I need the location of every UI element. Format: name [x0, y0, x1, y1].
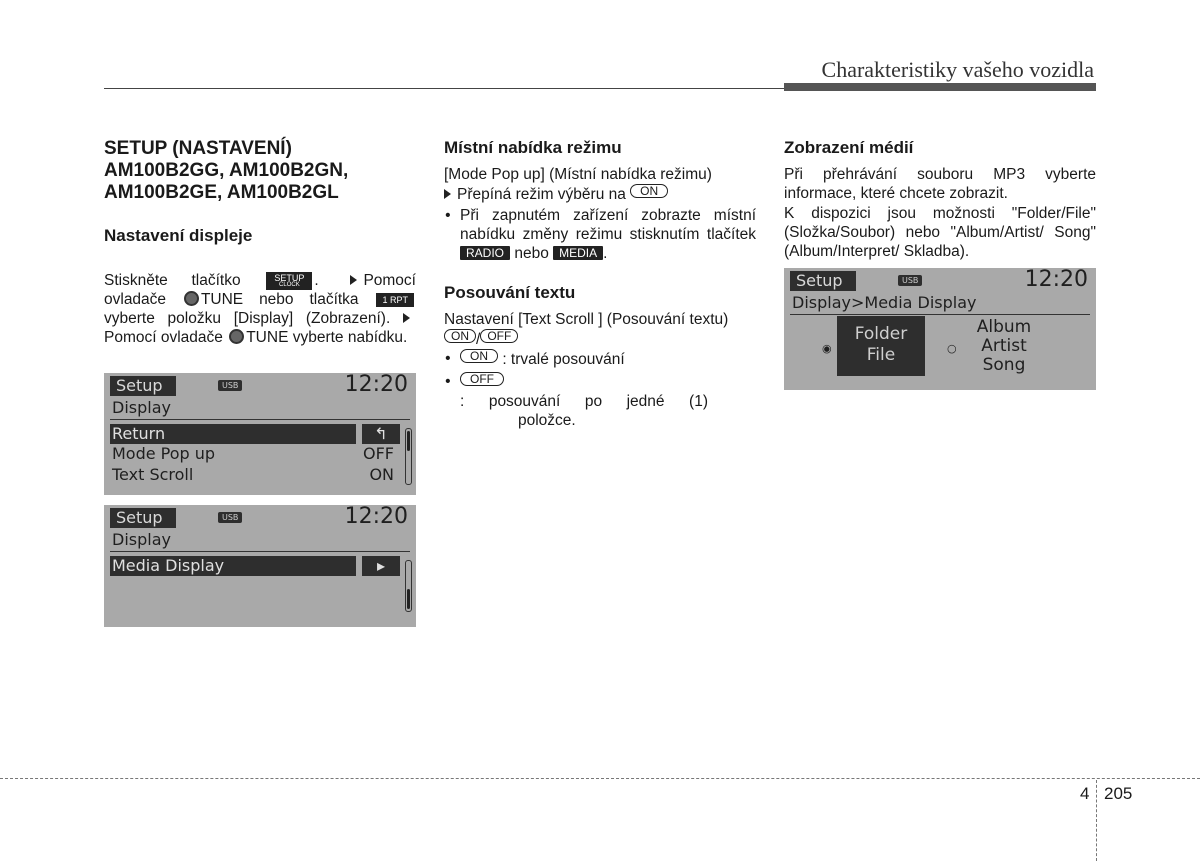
divider — [110, 419, 410, 420]
footer-vertical-rule — [1096, 780, 1097, 861]
screen-clock: 12:20 — [344, 505, 408, 529]
on-key-icon: ON — [460, 349, 498, 363]
menu-value-text-scroll: ON — [369, 465, 394, 484]
screen-tab: Setup — [110, 376, 176, 396]
setup-key-icon: SETUP CLOCK — [266, 272, 312, 290]
screen-subtitle: Display — [112, 530, 171, 549]
screen-tab: Setup — [110, 508, 176, 528]
lcd-screen-display — [104, 373, 416, 495]
text-media-display-2: K dispozici jsou možnosti "Folder/File" (Složka/Soubor) nebo "Album/Artist/ Song" (Album/Interpret/ Skladba). — [784, 205, 1096, 260]
tune-knob-icon — [184, 291, 199, 306]
bullet-on: • ON : trvalé posouvání — [445, 349, 625, 368]
heading-media-display: Zobrazení médií — [784, 138, 914, 157]
usb-badge: USB — [218, 380, 242, 391]
text-scroll-keys: ON / OFF — [444, 329, 756, 349]
lcd-screen-media-display — [784, 268, 1096, 390]
screen-tab: Setup — [790, 271, 856, 291]
screen-subtitle: Display — [112, 398, 171, 417]
screen-subtitle: Display>Media Display — [792, 293, 977, 312]
bullet-mode-popup: • Při zapnutém zařízení zobrazte místní nabídku změny režimu stisknutím tlačítek RADIO nebo MEDIA . — [445, 207, 756, 262]
text-text-scroll: Nastavení [Text Scroll ] (Posouvání textu) — [444, 311, 729, 328]
text-media-display-1: Při přehrávání souboru MP3 vyberte informace, které chcete zobrazit. — [784, 166, 1096, 202]
screen-clock: 12:20 — [1024, 268, 1088, 292]
arrow-icon — [350, 275, 357, 285]
arrow-icon — [403, 313, 410, 323]
subheading-display: Nastavení displeje — [104, 226, 253, 245]
radio-key-icon: RADIO — [460, 246, 510, 260]
option-album-artist-song: Album Artist Song — [976, 317, 1032, 375]
radio-unselected-icon: ○ — [947, 342, 957, 355]
on-key-icon: ON — [444, 329, 476, 343]
menu-row-media-display: Media Display — [110, 556, 356, 576]
off-key-icon: OFF — [460, 372, 504, 386]
column-media-display — [784, 138, 1096, 261]
off-key-icon: OFF — [480, 329, 518, 343]
footer-rule — [0, 778, 1200, 779]
menu-value-mode-popup: OFF — [363, 444, 394, 463]
instructions-display: Stiskněte tlačítko SETUP CLOCK . Pomocí ovladače TUNE nebo tlačítka 1 RPT vyberte položku [Display] (Zobrazení). Pomocí ovladače TUNE vyberte nabídku. — [104, 272, 416, 346]
chapter-number: 4 — [1080, 784, 1090, 803]
arrow-right-icon: ▸ — [362, 556, 400, 576]
return-icon: ↰ — [362, 424, 400, 444]
menu-row-text-scroll: Text Scroll — [112, 465, 194, 484]
text-mode-popup-toggle: Přepíná režim výběru na ON — [444, 184, 756, 204]
header-rule — [104, 88, 784, 89]
column-mode-popup — [444, 138, 756, 430]
radio-selected-icon: ◉ — [822, 342, 832, 355]
text-mode-popup: [Mode Pop up] (Místní nabídka režimu) — [444, 166, 712, 183]
heading-text-scroll: Posouvání textu — [444, 283, 576, 302]
page-header-title: Charakteristiky vašeho vozidla — [821, 57, 1094, 82]
on-key-icon: ON — [630, 184, 668, 198]
menu-row-return: Return — [110, 424, 356, 444]
page-number: 205 — [1104, 784, 1133, 803]
bullet-off: • OFF : posouvání po jedné (1) položce. — [445, 372, 708, 429]
arrow-icon — [444, 189, 451, 199]
heading-mode-popup: Místní nabídka režimu — [444, 138, 622, 157]
menu-row-mode-popup: Mode Pop up — [112, 444, 216, 463]
usb-badge: USB — [898, 275, 922, 286]
divider — [110, 551, 410, 552]
divider — [790, 314, 1090, 315]
tune-knob-icon — [229, 329, 244, 344]
scrollbar — [405, 560, 412, 612]
column-setup — [104, 138, 416, 347]
lcd-screen-display-media — [104, 505, 416, 627]
option-folder-file: Folder File — [837, 316, 925, 376]
section-title: SETUP (NASTAVENÍ) AM100B2GG, AM100B2GN, AM100B2GE, AM100B2GL — [104, 138, 349, 203]
scrollbar — [405, 428, 412, 485]
usb-badge: USB — [218, 512, 242, 523]
header-bar — [784, 83, 1096, 91]
media-key-icon: MEDIA — [553, 246, 603, 260]
screen-clock: 12:20 — [344, 373, 408, 397]
rpt-key-icon: 1 RPT — [376, 293, 414, 307]
